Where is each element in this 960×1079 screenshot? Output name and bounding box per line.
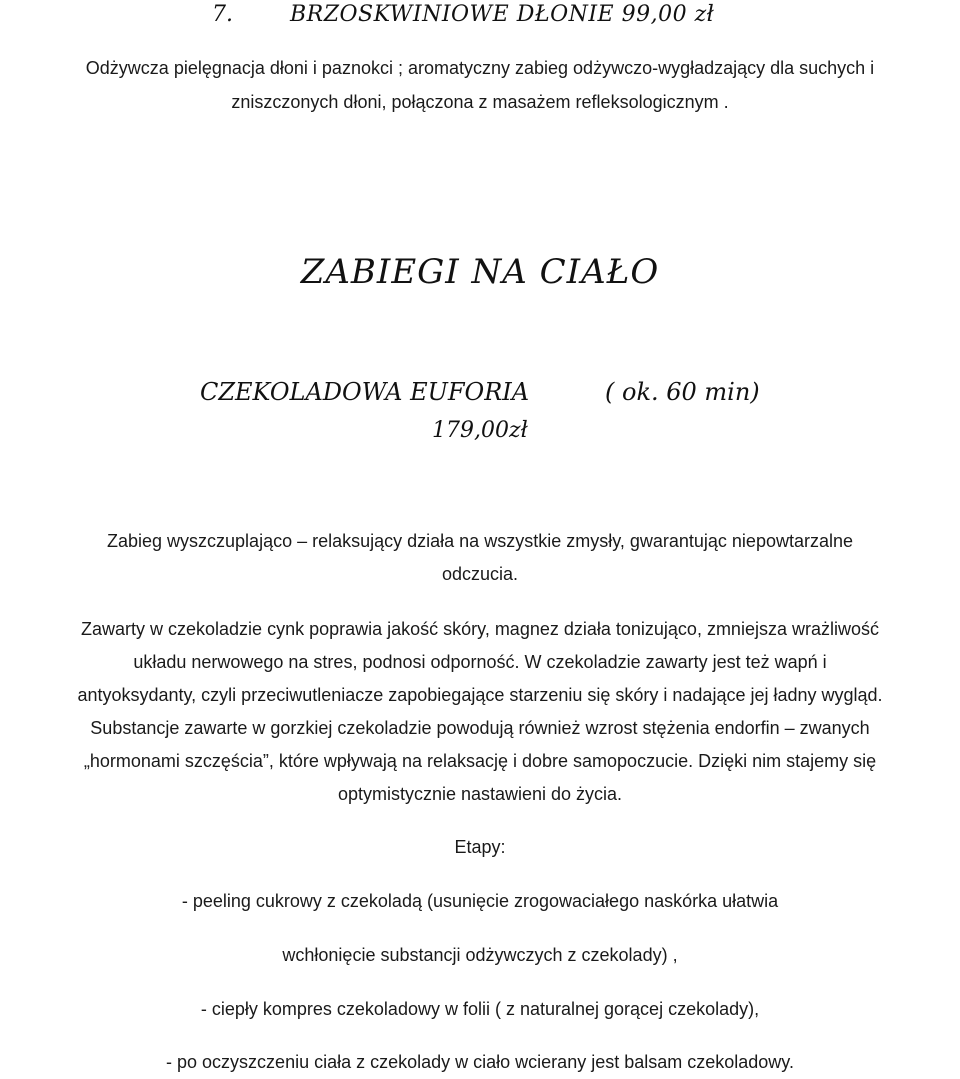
treatment-price: 179,00zł	[432, 418, 528, 443]
item-description-line-2: zniszczonych dłoni, połączona z masażem refleksologicznym .	[231, 92, 729, 112]
treatment-intro-line-2: odczucia.	[441, 564, 519, 584]
stage-item: - po oczyszczeniu ciała z czekolady w ciało wcierany jest balsam czekoladowy.	[166, 1052, 794, 1072]
stage-item: - ciepły kompres czekoladowy w folii ( z naturalnej gorącej czekolady),	[200, 999, 760, 1019]
paragraph-line: antyoksydanty, czyli przeciwutleniacze zapobiegające starzeniu się skóry i nadające jej ładny wygląd.	[77, 685, 883, 705]
treatment-name: CZEKOLADOWA EUFORIA	[200, 378, 530, 406]
item-number: 7.	[212, 2, 233, 27]
section-heading: ZABIEGI NA CIAŁO	[300, 252, 660, 292]
stages-label: Etapy:	[454, 837, 506, 857]
paragraph-line: „hormonami szczęścia”, które wpływają na relaksację i dobre samopoczucie. Dzięki nim stajemy się	[83, 751, 877, 771]
item-title: BRZOSKWINIOWE DŁONIE 99,00 zł	[290, 2, 715, 27]
treatment-intro-line-1: Zabieg wyszczuplająco – relaksujący działa na wszystkie zmysły, gwarantując niepowtarzalne	[107, 531, 853, 551]
item-description-line-1: Odżywcza pielęgnacja dłoni i paznokci ; aromatyczny zabieg odżywczo-wygładzający dla suchych i	[85, 58, 875, 78]
paragraph-line: układu nerwowego na stres, podnosi odporność. W czekoladzie zawarty jest też wapń i	[133, 652, 827, 672]
stage-item: - peeling cukrowy z czekoladą (usunięcie zrogowaciałego naskórka ułatwia	[181, 891, 779, 911]
treatment-duration: ( ok. 60 min)	[605, 378, 760, 406]
paragraph-line: Substancje zawarte w gorzkiej czekoladzie powodują również wzrost stężenia endorfin – zwanych	[90, 718, 870, 738]
paragraph-line: Zawarty w czekoladzie cynk poprawia jakość skóry, magnez działa tonizująco, zmniejsza wrażliwość	[81, 619, 879, 639]
paragraph-line: optymistycznie nastawieni do życia.	[337, 784, 623, 804]
stage-item: wchłonięcie substancji odżywczych z czekolady) ,	[282, 945, 678, 965]
